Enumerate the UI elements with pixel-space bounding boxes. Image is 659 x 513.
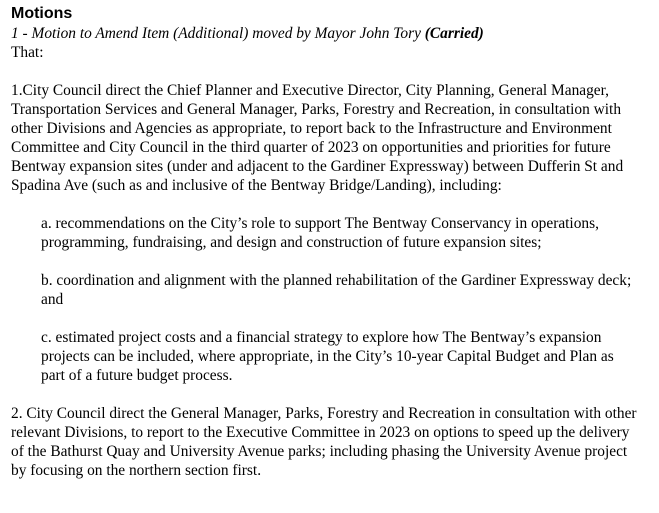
section-heading: Motions (11, 5, 73, 22)
motion-title (11, 24, 659, 43)
motion-title-text: 1 - Motion to Amend Item (Additional) moved by Mayor John Tory (11, 25, 421, 42)
motion-paragraph-1: 1.City Council direct the Chief Planner and Executive Director, City Planning, General Manager, Transportation Services and General Manager, Parks, Forestry and Recreation, in consultation with other Divisions and Agencies as appropriate, to report back to the Infrastructure and Environment Committee and City Council in the third quarter of 2023 on opportunities and priorities for future Bentway expansion sites (under and adjacent to the Gardiner Expressway) between Dufferin St and Spadina Ave (such as and inclusive of the Bentway Bridge/Landing), including: (11, 82, 624, 194)
sub-item-a: a. recommendations on the City’s role to support The Bentway Conservancy in operations, programming, fundraising, and design and construction of future expansion sites; (41, 215, 599, 251)
sub-item-c: c. estimated project costs and a financial strategy to explore how The Bentway’s expansion projects can be included, where appropriate, in the City’s 10-year Capital Budget and Plan as part of a future budget process. (41, 329, 614, 384)
motion-status: (Carried) (424, 25, 484, 42)
sub-item-b: b. coordination and alignment with the planned rehabilitation of the Gardiner Expressway deck; and (41, 272, 632, 308)
motion-intro: That: (11, 44, 44, 61)
motion-paragraph-2: 2. City Council direct the General Manager, Parks, Forestry and Recreation in consultation with other relevant Divisions, to report to the Executive Committee in 2023 on options to speed up the delivery of the Bathurst Quay and University Avenue parks; including phasing the University Avenue project by focusing on the northern section first. (11, 405, 637, 479)
document-page (0, 4, 659, 513)
